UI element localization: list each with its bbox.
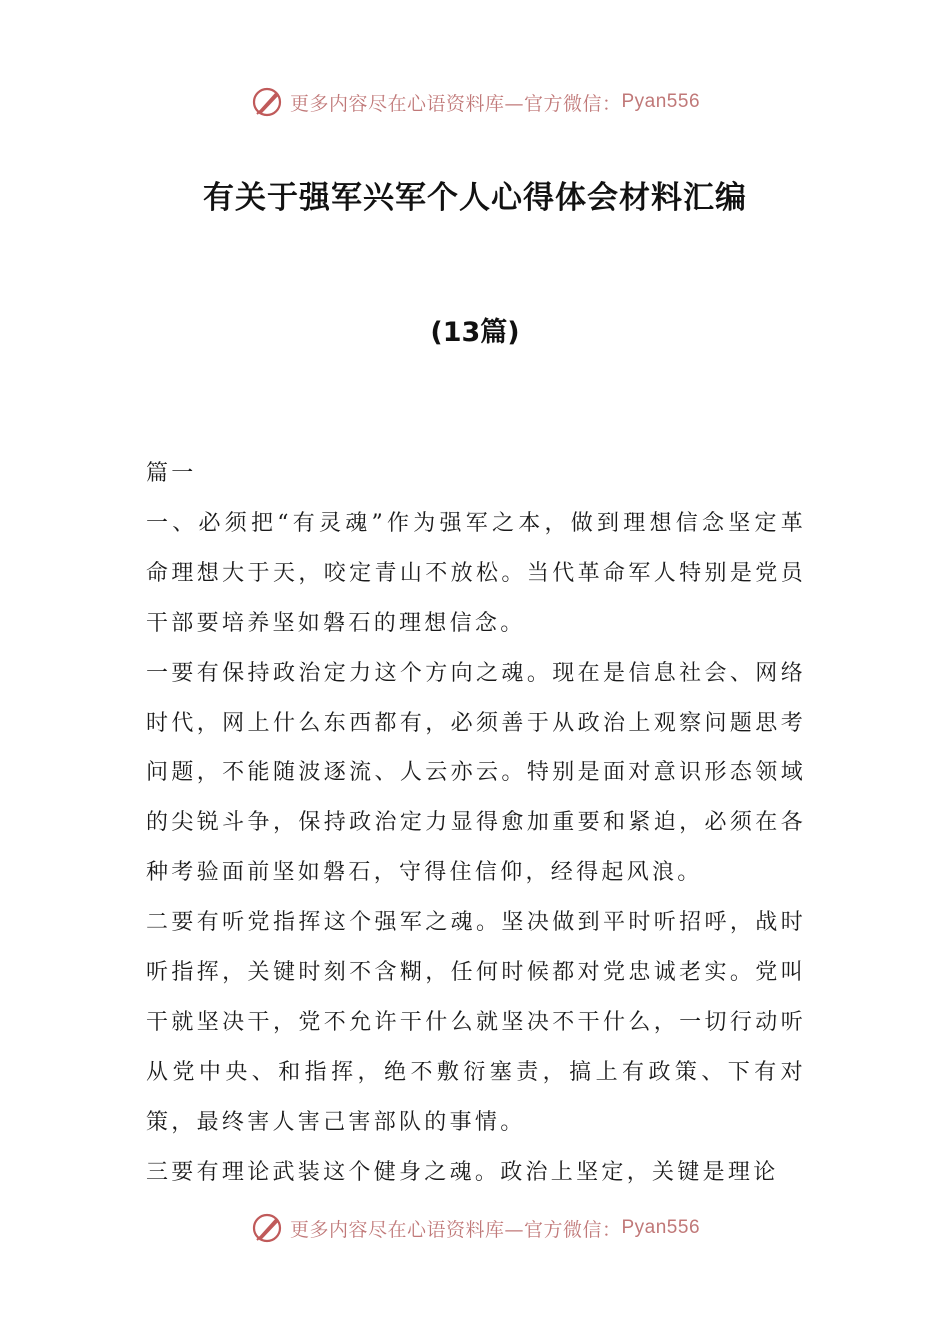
- paragraph: 一、必须把“有灵魂”作为强军之本，做到理想信念坚定革命理想大于天，咬定青山不放松。当代革命军人特别是党员干部要培养坚如磐石的理想信念。: [146, 510, 806, 636]
- document-title: 有关于强军兴军个人心得体会材料汇编: [203, 180, 747, 216]
- watermark-text: 更多内容尽在心语资料库—官方微信：: [289, 92, 622, 115]
- paragraph: 三要有理论武装这个健身之魂。政治上坚定，关键是理论: [146, 1159, 779, 1185]
- paragraph: 一要有保持政治定力这个方向之魂。现在是信息社会、网络时代，网上什么东西都有，必须善于从政治上观察问题思考问题，不能随波逐流、人云亦云。特别是面对意识形态领域的尖锐斗争，保持政治定力显得愈加重要和紧迫，必须在各种考验面前坚如磐石，守得住信仰，经得起风浪。: [146, 660, 806, 886]
- paragraph: 二要有听党指挥这个强军之魂。坚决做到平时听招呼，战时听指挥，关键时刻不含糊，任何时候都对党忠诚老实。党叫干就坚决干，党不允许干什么就坚决不干什么，一切行动听从党中央、和指挥，绝不敷衍塞责，搞上有政策、下有对策，最终害人害己害部队的事情。: [146, 910, 806, 1135]
- section-label: 篇一: [146, 461, 197, 486]
- watermark-handle: Pyan556: [621, 1217, 701, 1238]
- watermark-text: 更多内容尽在心语资料库—官方微信：: [289, 1218, 622, 1241]
- watermark-handle: Pyan556: [621, 91, 701, 112]
- document-subtitle: (13篇): [430, 317, 520, 348]
- quill-logo-icon: [250, 1210, 286, 1246]
- watermark-header: [0, 82, 950, 122]
- watermark-footer: [0, 1208, 950, 1248]
- document-body: [146, 449, 806, 1198]
- quill-logo-icon: [250, 84, 286, 120]
